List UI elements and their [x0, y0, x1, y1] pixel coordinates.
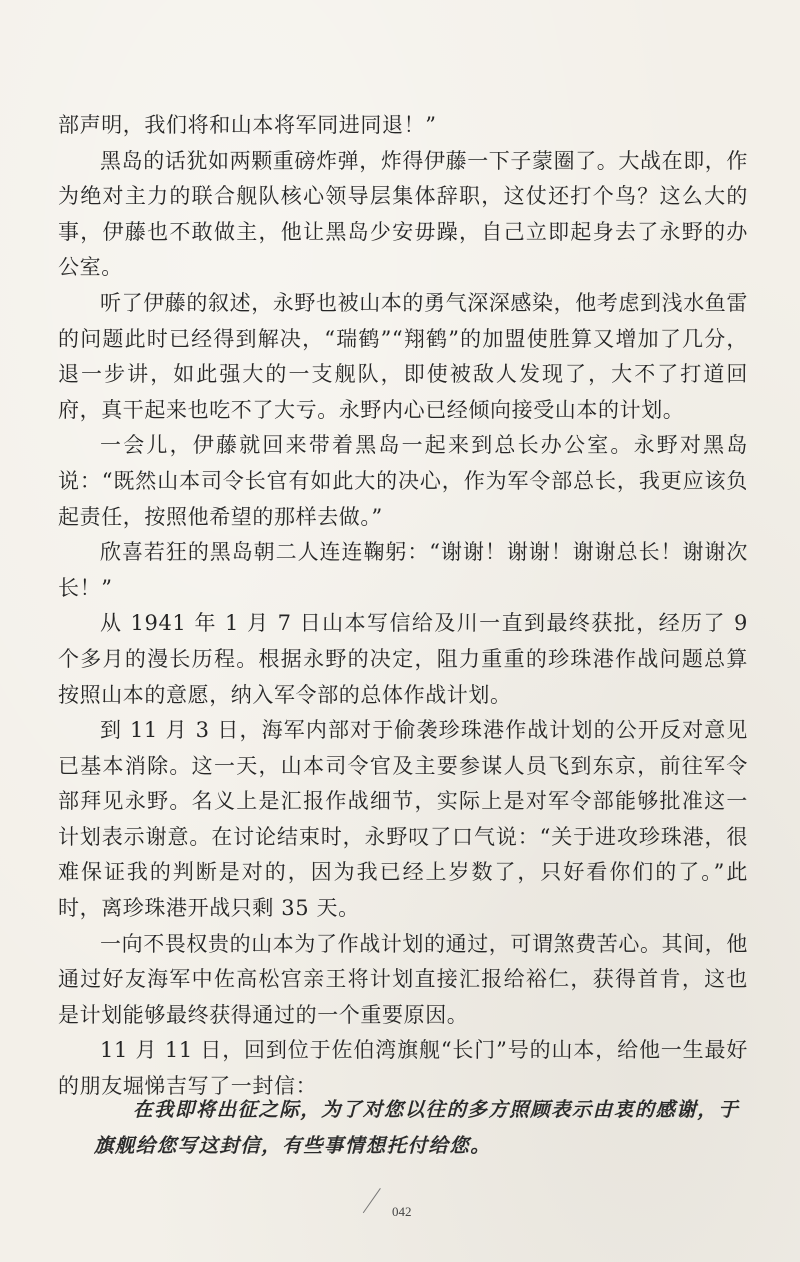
paragraph: 欣喜若狂的黑岛朝二人连连鞠躬：“谢谢！谢谢！谢谢总长！谢谢次长！”: [58, 540, 748, 600]
paragraph: 一会儿，伊藤就回来带着黑岛一起来到总长办公室。永野对黑岛说：“既然山本司令长官有如此大的决心，作为军令部总长，我更应该负起责任，按照他希望的那样去做。”: [58, 433, 748, 529]
paragraph: 到 11 月 3 日，海军内部对于偷袭珍珠港作战计划的公开反对意见已基本消除。这一天，山本司令官及主要参谋人员飞到东京，前往军令部拜见永野。名义上是汇报作战细节，实际上是对军令部能够批准这一计划表示谢意。在讨论结束时，永野叹了口气说：“关于进攻珍珠港，很难保证我的判断是对的，因为我已经上岁数了，只好看你们的了。”此时，离珍珠港开战只剩 35 天。: [58, 718, 748, 921]
paragraph: 从 1941 年 1 月 7 日山本写信给及川一直到最终获批，经历了 9 个多月的漫长历程。根据永野的决定，阻力重重的珍珠港作战问题总算按照山本的意愿，纳入军令部的总体作战计划。: [58, 611, 748, 707]
letter-quote: [94, 1092, 744, 1164]
paragraph: 黑岛的话犹如两颗重磅炸弹，炸得伊藤一下子蒙圈了。大战在即，作为绝对主力的联合舰队核心领导层集体辞职，这仗还打个鸟？这么大的事，伊藤也不敢做主，他让黑岛少安毋躁，自己立即起身去了永野的办公室。: [58, 148, 748, 280]
paragraph: 听了伊藤的叙述，永野也被山本的勇气深深感染，他考虑到浅水鱼雷的问题此时已经得到解决，“瑞鹤”“翔鹤”的加盟使胜算又增加了几分，退一步讲，如此强大的一支舰队，即使被敌人发现了，大不了打道回府，真干起来也吃不了大亏。永野内心已经倾向接受山本的计划。: [58, 290, 748, 422]
paragraph: 一向不畏权贵的山本为了作战计划的通过，可谓煞费苦心。其间，他通过好友海军中佐高松宫亲王将计划直接汇报给裕仁，获得首肯，这也是计划能够最终获得通过的一个重要原因。: [58, 931, 748, 1027]
body-text: [58, 108, 748, 1105]
paragraph-continued: 部声明，我们将和山本将军同进同退！”: [58, 113, 437, 137]
page-number-slash: [363, 1188, 381, 1213]
page-number: 042: [392, 1204, 412, 1219]
letter-text: 在我即将出征之际，为了对您以往的多方照顾表示由衷的感谢，于旗舰给您写这封信，有些事情想托付给您。: [94, 1098, 740, 1157]
paragraph: 11 月 11 日，回到位于佐伯湾旗舰“长门”号的山本，给他一生最好的朋友堀悌吉写了一封信：: [58, 1038, 748, 1099]
